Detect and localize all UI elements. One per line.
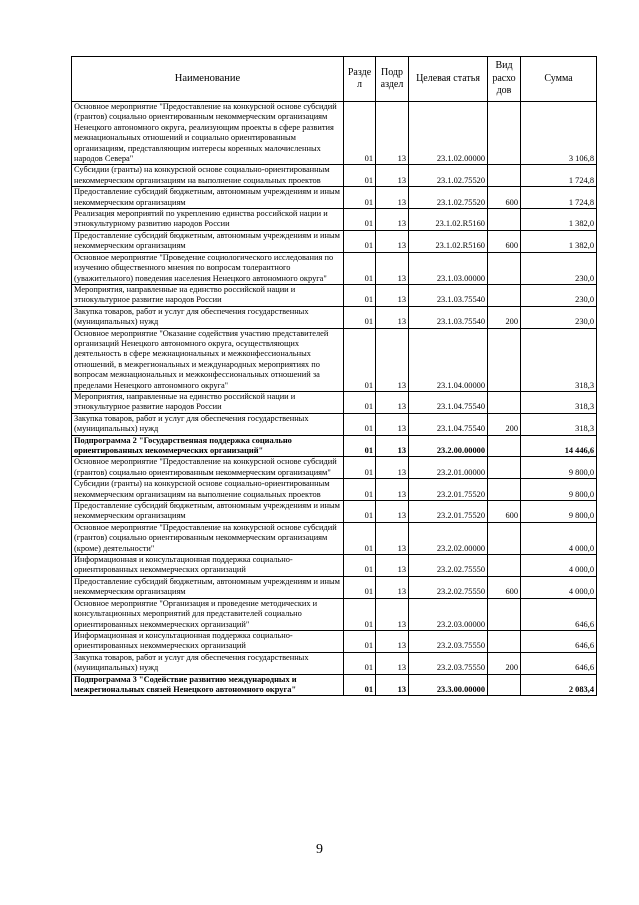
row-target-article: 23.2.01.00000	[409, 457, 488, 479]
table-row	[72, 457, 597, 479]
row-section: 01	[344, 522, 376, 554]
row-amount: 4 000,0	[521, 576, 597, 598]
row-target-article: 23.2.00.00000	[409, 435, 488, 457]
row-name: Основное мероприятие "Организация и проведение методических и консультационных мероприятий для представителей социально ориентированных некоммерческих организаций"	[72, 598, 344, 630]
row-subsection: 13	[376, 328, 409, 391]
row-subsection: 13	[376, 165, 409, 187]
row-subsection: 13	[376, 479, 409, 501]
header-name: Наименование	[72, 57, 344, 102]
row-name: Реализация мероприятий по укреплению единства российской нации и этнокультурному развитию народов России	[72, 209, 344, 231]
table-row	[72, 555, 597, 577]
row-expense-type	[488, 165, 521, 187]
table-header-row	[72, 57, 597, 102]
row-expense-type	[488, 630, 521, 652]
row-subsection: 13	[376, 252, 409, 284]
row-section: 01	[344, 165, 376, 187]
row-expense-type: 600	[488, 187, 521, 209]
row-subsection: 13	[376, 306, 409, 328]
row-expense-type: 600	[488, 576, 521, 598]
table-row	[72, 187, 597, 209]
row-amount: 646,6	[521, 652, 597, 674]
row-amount: 1 382,0	[521, 209, 597, 231]
table-body	[72, 102, 597, 696]
row-section: 01	[344, 252, 376, 284]
table-row	[72, 102, 597, 165]
row-amount: 9 800,0	[521, 479, 597, 501]
row-amount: 1 724,8	[521, 187, 597, 209]
budget-table	[71, 56, 597, 696]
row-section: 01	[344, 306, 376, 328]
row-subsection: 13	[376, 230, 409, 252]
row-expense-type	[488, 209, 521, 231]
row-name: Мероприятия, направленные на единство российской нации и этнокультурное развитие народов России	[72, 391, 344, 413]
row-subsection: 13	[376, 522, 409, 554]
row-subsection: 13	[376, 102, 409, 165]
row-subsection: 13	[376, 598, 409, 630]
row-section: 01	[344, 674, 376, 696]
row-name: Основное мероприятие "Предоставление на конкурсной основе субсидий (грантов) социально ориентированным некоммерческим организациям (кроме) деятельности"	[72, 522, 344, 554]
row-name: Подпрограмма 3 "Содействие развитию международных и межрегиональных связей Ненецкого автономного округа"	[72, 674, 344, 696]
row-section: 01	[344, 328, 376, 391]
row-name: Мероприятия, направленные на единство российской нации и этнокультурное развитие народов России	[72, 284, 344, 306]
header-section: Разде л	[344, 57, 376, 102]
row-expense-type	[488, 598, 521, 630]
row-section: 01	[344, 598, 376, 630]
row-target-article: 23.1.04.75540	[409, 391, 488, 413]
row-target-article: 23.1.02.75520	[409, 187, 488, 209]
row-target-article: 23.2.02.75550	[409, 555, 488, 577]
row-section: 01	[344, 652, 376, 674]
row-section: 01	[344, 630, 376, 652]
row-name: Подпрограмма 2 "Государственная поддержка социально ориентированных некоммерческих организаций"	[72, 435, 344, 457]
row-expense-type: 200	[488, 652, 521, 674]
row-expense-type: 200	[488, 413, 521, 435]
table-row	[72, 230, 597, 252]
row-name: Предоставление субсидий бюджетным, автономным учреждениям и иным некоммерческим организациям	[72, 501, 344, 523]
header-target-article: Целевая статья	[409, 57, 488, 102]
row-expense-type	[488, 555, 521, 577]
row-subsection: 13	[376, 284, 409, 306]
row-subsection: 13	[376, 391, 409, 413]
row-amount: 230,0	[521, 252, 597, 284]
table-row	[72, 252, 597, 284]
row-subsection: 13	[376, 555, 409, 577]
row-name: Основное мероприятие "Проведение социологического исследования по изучению общественного мнения по вопросам толерантного (уважительного) поведения населения Ненецкого автономного округа"	[72, 252, 344, 284]
row-section: 01	[344, 391, 376, 413]
row-name: Закупка товаров, работ и услуг для обеспечения государственных (муниципальных) нужд	[72, 306, 344, 328]
table-row	[72, 501, 597, 523]
row-amount: 9 800,0	[521, 501, 597, 523]
row-target-article: 23.1.02.75520	[409, 165, 488, 187]
row-target-article: 23.1.04.75540	[409, 413, 488, 435]
table-row	[72, 630, 597, 652]
row-subsection: 13	[376, 435, 409, 457]
row-expense-type: 200	[488, 306, 521, 328]
row-section: 01	[344, 501, 376, 523]
row-target-article: 23.2.02.75550	[409, 576, 488, 598]
page-number: 9	[316, 842, 323, 857]
row-subsection: 13	[376, 652, 409, 674]
row-amount: 3 106,8	[521, 102, 597, 165]
row-expense-type	[488, 391, 521, 413]
row-subsection: 13	[376, 413, 409, 435]
table-row	[72, 413, 597, 435]
row-amount: 646,6	[521, 598, 597, 630]
row-section: 01	[344, 576, 376, 598]
row-subsection: 13	[376, 501, 409, 523]
row-section: 01	[344, 479, 376, 501]
row-section: 01	[344, 435, 376, 457]
row-target-article: 23.1.02.R5160	[409, 209, 488, 231]
row-target-article: 23.1.03.00000	[409, 252, 488, 284]
row-target-article: 23.2.03.75550	[409, 652, 488, 674]
row-target-article: 23.1.03.75540	[409, 284, 488, 306]
row-amount: 1 382,0	[521, 230, 597, 252]
row-section: 01	[344, 102, 376, 165]
row-expense-type	[488, 674, 521, 696]
row-target-article: 23.2.03.00000	[409, 598, 488, 630]
row-subsection: 13	[376, 457, 409, 479]
row-name: Закупка товаров, работ и услуг для обеспечения государственных (муниципальных) нужд	[72, 413, 344, 435]
row-expense-type	[488, 328, 521, 391]
row-expense-type: 600	[488, 501, 521, 523]
table-row	[72, 284, 597, 306]
row-name: Основное мероприятие "Предоставление на конкурсной основе субсидий (грантов) социально ориентированным некоммерческим организациям"	[72, 457, 344, 479]
table-row	[72, 598, 597, 630]
row-amount: 318,3	[521, 413, 597, 435]
row-name: Основное мероприятие "Предоставление на конкурсной основе субсидий (грантов) социально ориентированным некоммерческим организациям Ненецкого автономного округа, реализующим проекты в сфере развития межнациональных отношений и социально ориентированным организациям, представляющим интересы коренных малочисленных народов Севера"	[72, 102, 344, 165]
row-amount: 318,3	[521, 328, 597, 391]
row-name: Субсидии (гранты) на конкурсной основе социально-ориентированным некоммерческим организациям на выполнение социальных проектов	[72, 165, 344, 187]
table-row	[72, 479, 597, 501]
row-target-article: 23.2.01.75520	[409, 479, 488, 501]
table-row	[72, 391, 597, 413]
row-section: 01	[344, 209, 376, 231]
header-amount: Сумма	[521, 57, 597, 102]
row-name: Предоставление субсидий бюджетным, автономным учреждениям и иным некоммерческим организациям	[72, 230, 344, 252]
table-row	[72, 328, 597, 391]
row-expense-type	[488, 252, 521, 284]
row-name: Информационная и консультационная поддержка социально-ориентированных некоммерческих организаций	[72, 555, 344, 577]
table-row	[72, 435, 597, 457]
row-expense-type	[488, 522, 521, 554]
row-expense-type	[488, 479, 521, 501]
row-section: 01	[344, 284, 376, 306]
row-target-article: 23.2.02.00000	[409, 522, 488, 554]
row-target-article: 23.2.03.75550	[409, 630, 488, 652]
row-amount: 4 000,0	[521, 522, 597, 554]
row-section: 01	[344, 230, 376, 252]
table-row	[72, 209, 597, 231]
row-expense-type	[488, 102, 521, 165]
row-name: Основное мероприятие "Оказание содействия участию представителей организаций Ненецкого автономного округа, осуществляющих деятельность в сфере межнациональных и межконфессиональных отношений, в межрегиональных и международных мероприятиях по вопросам межнациональных и межконфессиональных отношений за пределами Ненецкого автономного округа"	[72, 328, 344, 391]
row-section: 01	[344, 187, 376, 209]
table-row	[72, 652, 597, 674]
row-expense-type: 600	[488, 230, 521, 252]
row-expense-type	[488, 435, 521, 457]
table-row	[72, 576, 597, 598]
header-expense-type: Вид расхо дов	[488, 57, 521, 102]
row-amount: 1 724,8	[521, 165, 597, 187]
row-subsection: 13	[376, 576, 409, 598]
row-name: Информационная и консультационная поддержка социально-ориентированных некоммерческих организаций	[72, 630, 344, 652]
row-amount: 646,6	[521, 630, 597, 652]
row-subsection: 13	[376, 209, 409, 231]
row-name: Закупка товаров, работ и услуг для обеспечения государственных (муниципальных) нужд	[72, 652, 344, 674]
row-section: 01	[344, 457, 376, 479]
row-section: 01	[344, 413, 376, 435]
row-amount: 230,0	[521, 306, 597, 328]
table-row	[72, 306, 597, 328]
row-expense-type	[488, 457, 521, 479]
row-amount: 4 000,0	[521, 555, 597, 577]
row-expense-type	[488, 284, 521, 306]
row-amount: 230,0	[521, 284, 597, 306]
row-name: Предоставление субсидий бюджетным, автономным учреждениям и иным некоммерческим организациям	[72, 576, 344, 598]
row-amount: 14 446,6	[521, 435, 597, 457]
header-subsection: Подр аздел	[376, 57, 409, 102]
table-row	[72, 674, 597, 696]
row-amount: 318,3	[521, 391, 597, 413]
row-target-article: 23.3.00.00000	[409, 674, 488, 696]
row-section: 01	[344, 555, 376, 577]
row-subsection: 13	[376, 674, 409, 696]
row-subsection: 13	[376, 187, 409, 209]
row-subsection: 13	[376, 630, 409, 652]
row-target-article: 23.1.03.75540	[409, 306, 488, 328]
row-target-article: 23.1.02.R5160	[409, 230, 488, 252]
row-name: Субсидии (гранты) на конкурсной основе социально-ориентированным некоммерческим организациям на выполнение социальных проектов	[72, 479, 344, 501]
row-amount: 2 083,4	[521, 674, 597, 696]
table-row	[72, 165, 597, 187]
table-row	[72, 522, 597, 554]
row-target-article: 23.2.01.75520	[409, 501, 488, 523]
row-amount: 9 800,0	[521, 457, 597, 479]
row-target-article: 23.1.04.00000	[409, 328, 488, 391]
row-name: Предоставление субсидий бюджетным, автономным учреждениям и иным некоммерческим организациям	[72, 187, 344, 209]
row-target-article: 23.1.02.00000	[409, 102, 488, 165]
